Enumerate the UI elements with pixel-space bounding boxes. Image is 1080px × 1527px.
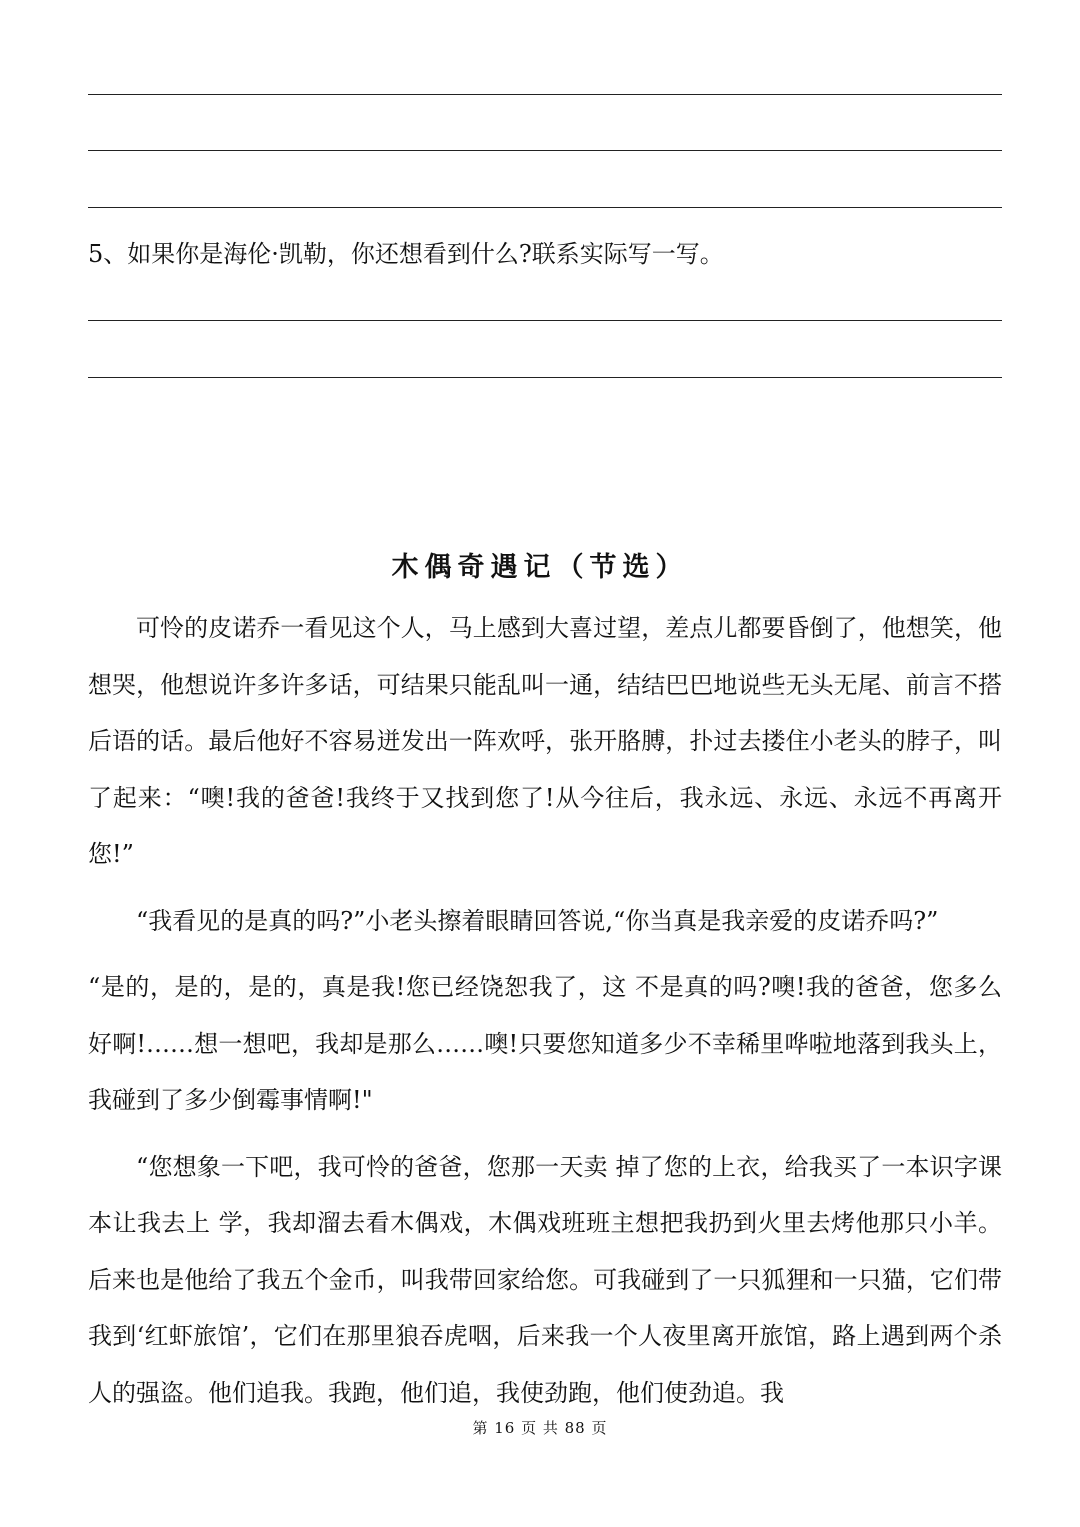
article-paragraph: “您想象一下吧，我可怜的爸爸，您那一天卖 掉了您的上衣，给我买了一本识字课本让我去上 学，我却溜去看木偶戏，木偶戏班班主想把我扔到火里去烤他那只小羊。后来也是他给了我五个金币，叫我带回家给您。可我碰到了一只狐狸和一只猫，它们带我到‘红虾旅馆’，它们在那里狼吞虎咽，后来我一个人夜里离开旅馆，路上遇到两个杀人的强盗。他们追我。我跑，他们追，我使劲跑，他们使劲追。我: [88, 1152, 1002, 1407]
question-5: 5、如果你是海伦·凯勒，你还想看到什么?联系实际写一写。: [88, 240, 724, 268]
answer-line: [88, 207, 1002, 208]
article-paragraph: 可怜的皮诺乔一看见这个人，马上感到大喜过望，差点儿都要昏倒了，他想笑，他想哭，他想说许多许多话，可结果只能乱叫一通，结结巴巴地说些无头无尾、前言不搭后语的话。最后他好不容易迸发出一阵欢呼，张开胳膊，扑过去搂住小老头的脖子，叫了起来：“噢!我的爸爸!我终于又找到您了!从今往后，我永远、永远、永远不再离开您!”: [88, 614, 1002, 868]
article-body: [88, 600, 1002, 1421]
answer-line: [88, 94, 1002, 95]
article-paragraph: “我看见的是真的吗?”小老头擦着眼睛回答说,“你当真是我亲爱的皮诺乔吗?”: [136, 906, 939, 935]
article-title: 木偶奇遇记（节选）: [391, 552, 689, 583]
page-number-footer: 第 16 页 共 88 页: [472, 1419, 608, 1437]
article-paragraph: “是的，是的，是的，真是我!您已经饶恕我了，这 不是真的吗?噢!我的爸爸，您多么好啊!……想一想吧，我却是那么……噢!只要您知道多少不幸稀里哗啦地落到我头上，我碰到了多少倒霉事情啊!": [88, 973, 1002, 1114]
answer-line: [88, 377, 1002, 378]
answer-line: [88, 320, 1002, 321]
answer-line: [88, 150, 1002, 151]
